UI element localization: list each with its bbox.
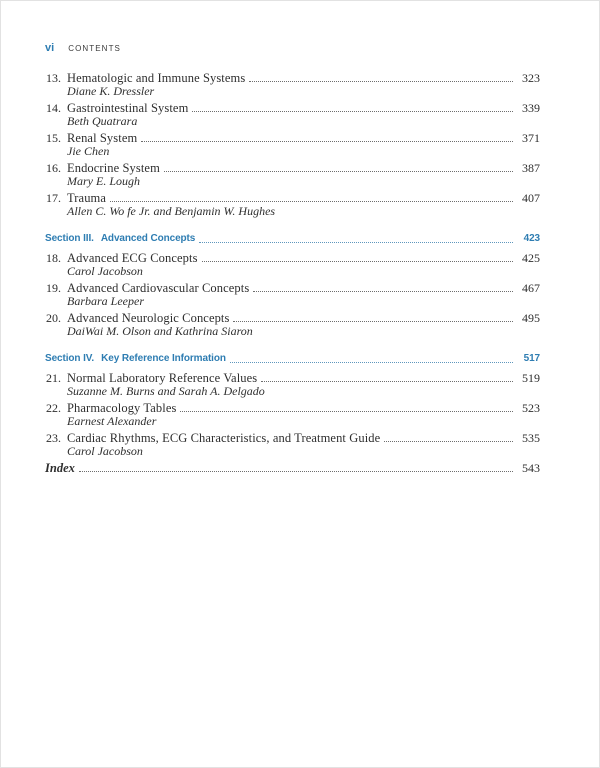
chapter-number: 16. — [46, 161, 61, 175]
chapter-authors: Barbara Leeper — [67, 294, 144, 308]
toc-entry — [45, 311, 540, 338]
page-number: 517 — [523, 353, 540, 364]
chapter-number: 23. — [46, 431, 61, 445]
chapter-authors: Beth Quatrara — [67, 114, 138, 128]
page-number: 407 — [522, 191, 540, 205]
chapter-number: 19. — [46, 281, 61, 295]
toc-content — [1, 1, 599, 475]
toc-entry — [45, 191, 540, 218]
dot-leader — [261, 381, 513, 382]
dot-leader — [141, 141, 513, 142]
chapter-title: Normal Laboratory Reference Values — [67, 371, 258, 385]
dot-leader — [199, 242, 513, 243]
toc-entry — [45, 251, 540, 278]
page-number: 467 — [522, 281, 540, 295]
chapter-title: Gastrointestinal System — [67, 101, 189, 115]
index-title: Index — [45, 461, 75, 475]
dot-leader — [249, 81, 513, 82]
page-number: 387 — [522, 161, 540, 175]
section-title: Key Reference Information — [101, 353, 226, 364]
chapter-authors: Carol Jacobson — [67, 264, 143, 278]
dot-leader — [230, 362, 513, 363]
chapter-authors: Carol Jacobson — [67, 444, 143, 458]
toc-entry — [45, 71, 540, 98]
chapter-authors: Earnest Alexander — [67, 414, 157, 428]
page-number: 425 — [522, 251, 540, 265]
page-number: 519 — [522, 371, 540, 385]
chapter-authors: Jie Chen — [67, 144, 110, 158]
dot-leader — [253, 291, 513, 292]
page-number: 323 — [522, 71, 540, 85]
toc-entry — [45, 431, 540, 458]
chapter-authors: DaiWai M. Olson and Kathrina Siaron — [67, 324, 253, 338]
page-number: 535 — [522, 431, 540, 445]
chapter-title: Endocrine System — [67, 161, 160, 175]
dot-leader — [384, 441, 513, 442]
chapter-number: 22. — [46, 401, 61, 415]
page-number: 423 — [523, 233, 540, 244]
chapter-title: Advanced Neurologic Concepts — [67, 311, 230, 325]
page-number: 495 — [522, 311, 540, 325]
toc-entry — [45, 131, 540, 158]
dot-leader — [192, 111, 513, 112]
section-heading — [45, 232, 540, 245]
section-title: Advanced Concepts — [100, 233, 196, 244]
chapter-number: 13. — [46, 71, 61, 85]
chapter-title: Pharmacology Tables — [67, 401, 177, 415]
chapter-title: Hematologic and Immune Systems — [67, 71, 246, 85]
dot-leader — [110, 201, 513, 202]
toc-entry — [45, 101, 540, 128]
chapter-title: Advanced Cardiovascular Concepts — [67, 281, 250, 295]
chapter-title: Renal System — [67, 131, 138, 145]
running-head: CONTENTS — [68, 44, 121, 53]
chapter-title: Advanced ECG Concepts — [67, 251, 198, 265]
page-header — [45, 42, 540, 54]
chapter-number: 17. — [46, 191, 61, 205]
chapter-authors: Mary E. Lough — [67, 174, 140, 188]
toc-entry — [45, 371, 540, 398]
chapter-number: 15. — [46, 131, 61, 145]
section-heading — [45, 352, 540, 365]
toc-entry — [45, 161, 540, 188]
dot-leader — [202, 261, 513, 262]
chapter-number: 20. — [46, 311, 61, 325]
dot-leader — [79, 471, 513, 472]
chapter-authors: Allen C. Wo fe Jr. and Benjamin W. Hughes — [67, 204, 276, 218]
toc-entry — [45, 281, 540, 308]
index-entry — [45, 461, 540, 475]
chapter-authors: Suzanne M. Burns and Sarah A. Delgado — [67, 384, 265, 398]
dot-leader — [164, 171, 513, 172]
page-number: 371 — [522, 131, 540, 145]
chapter-authors: Diane K. Dressler — [67, 84, 155, 98]
dot-leader — [233, 321, 513, 322]
section-label: Section IV. — [45, 353, 95, 364]
toc-entry — [45, 401, 540, 428]
page-number: 523 — [522, 401, 540, 415]
section-label: Section III. — [45, 233, 94, 244]
chapter-number: 21. — [46, 371, 61, 385]
chapter-title: Trauma — [67, 191, 107, 205]
folio-number: vi — [45, 42, 55, 54]
chapter-number: 18. — [46, 251, 61, 265]
chapter-number: 14. — [46, 101, 61, 115]
page-number: 339 — [522, 101, 540, 115]
dot-leader — [180, 411, 513, 412]
page-number: 543 — [522, 461, 540, 475]
chapter-title: Cardiac Rhythms, ECG Characteristics, and Treatment Guide — [67, 431, 381, 445]
